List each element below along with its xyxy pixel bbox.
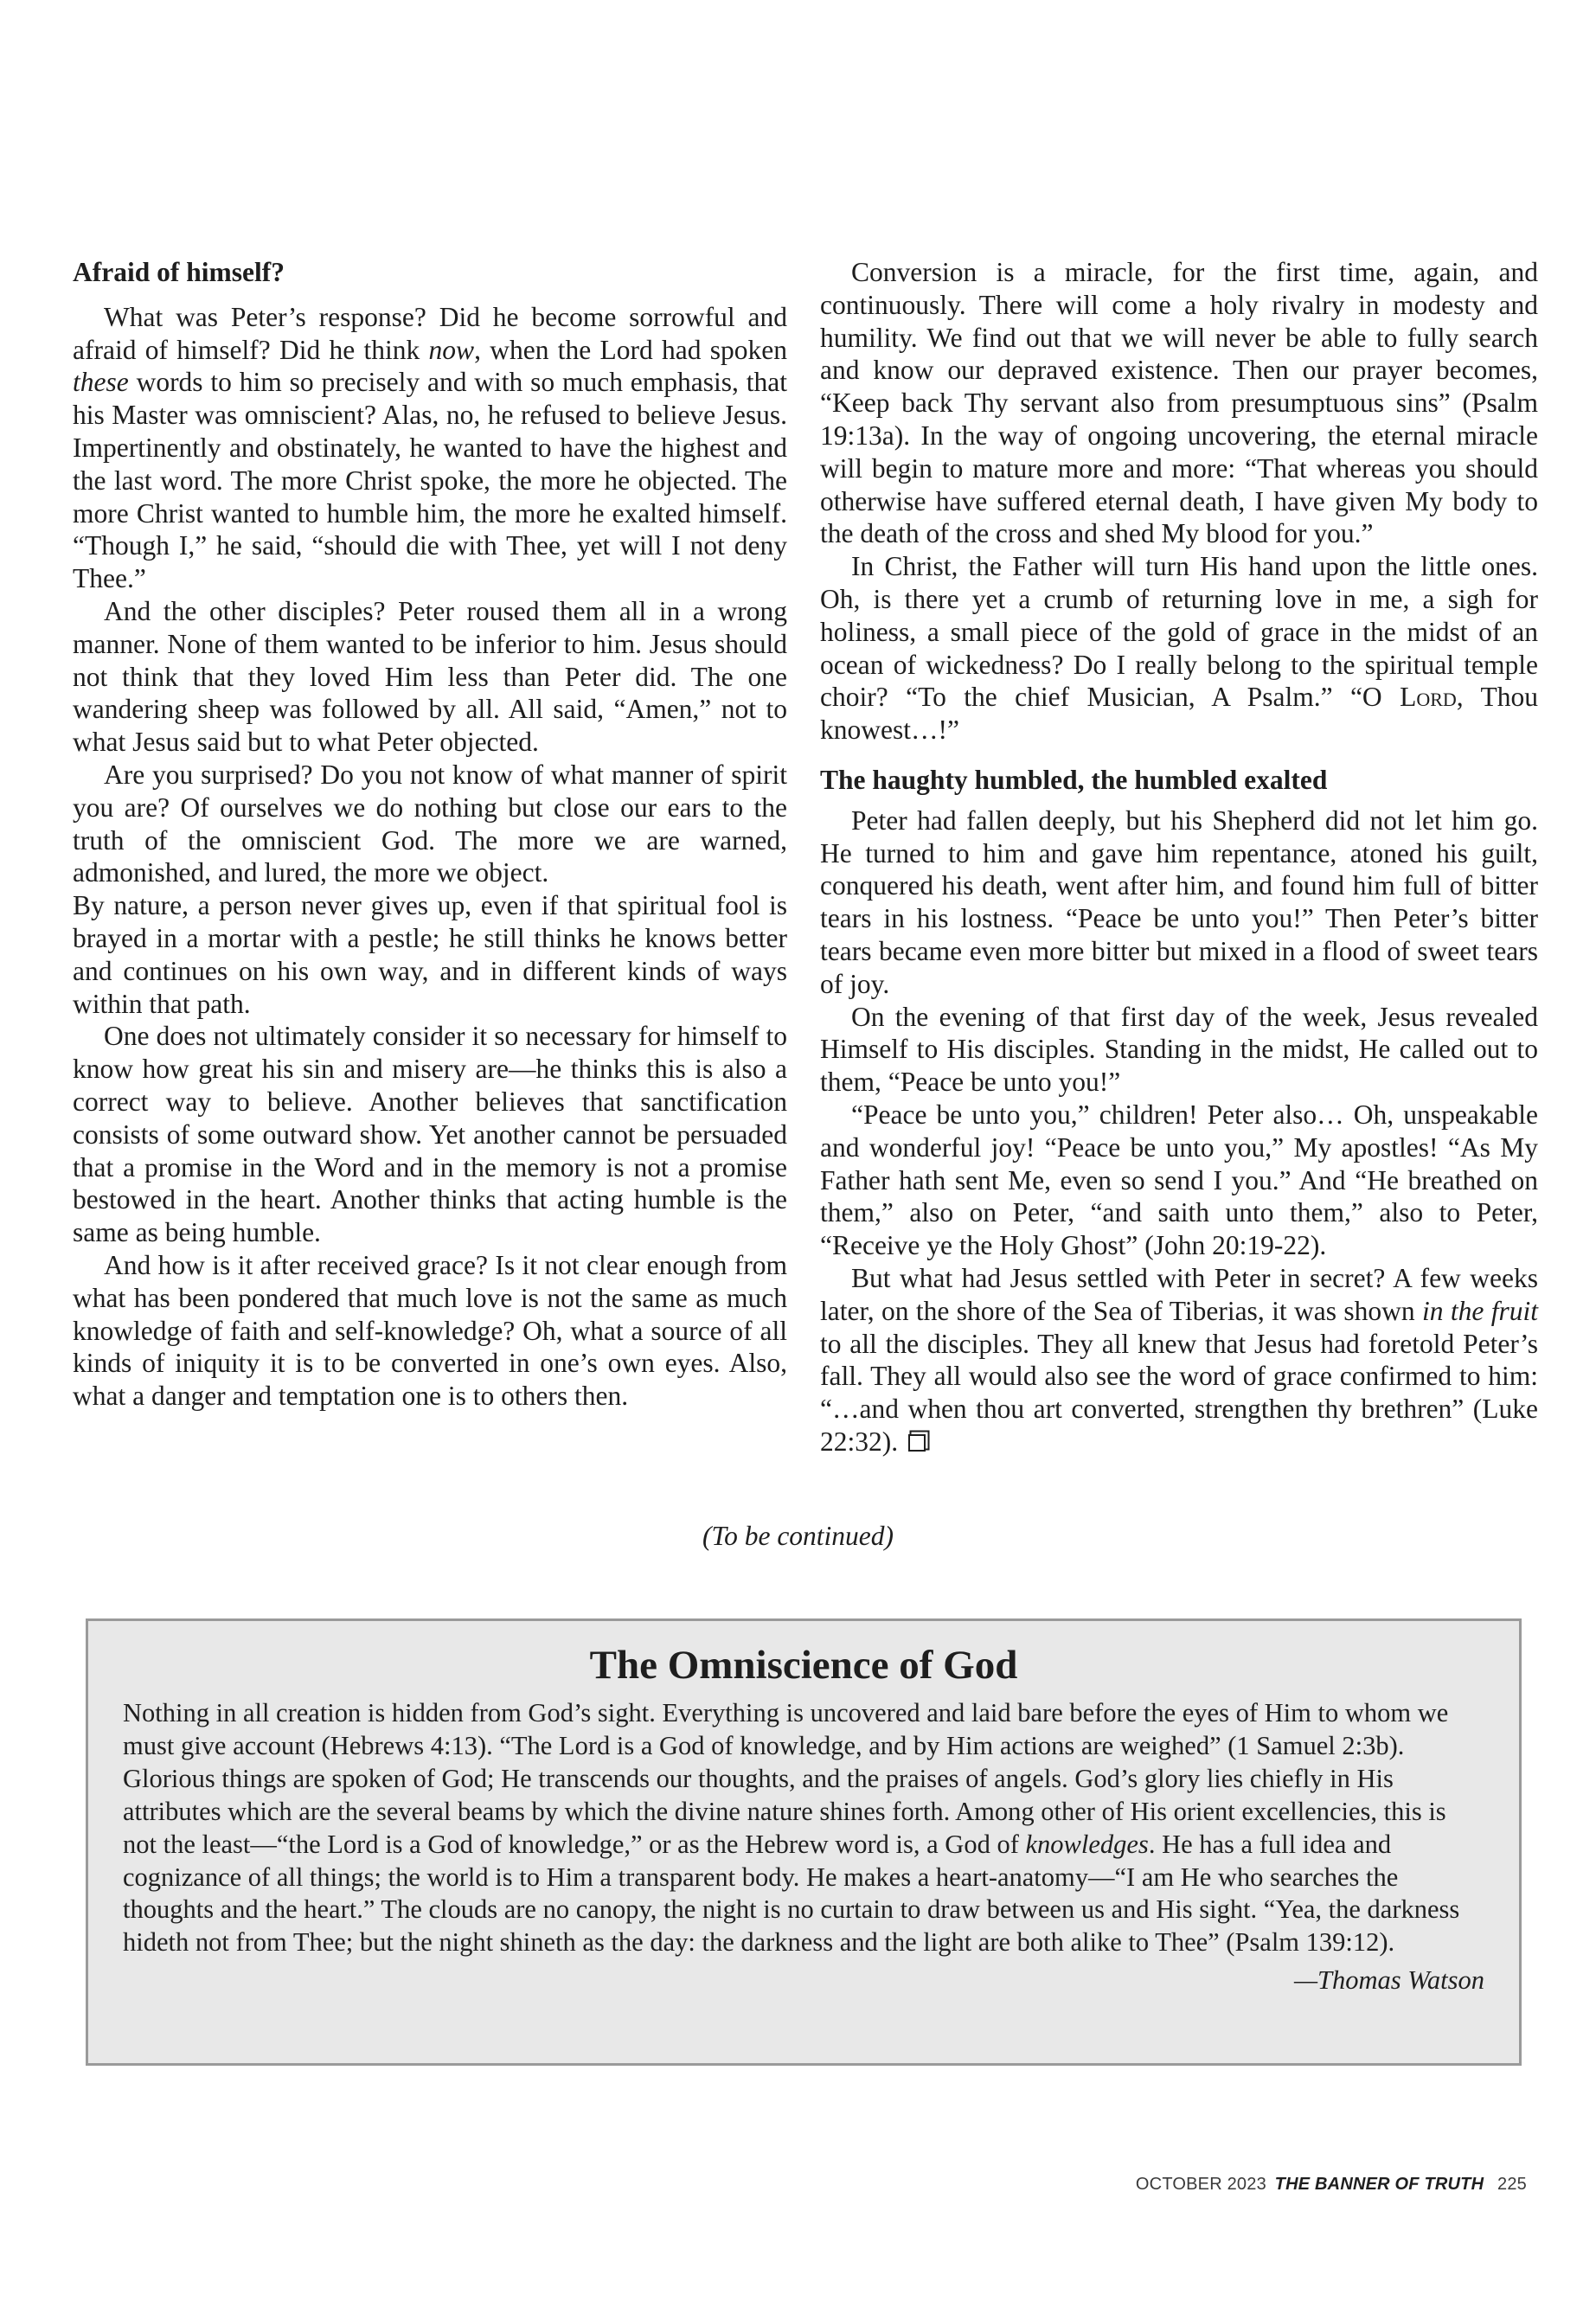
paragraph: Peter had fallen deeply, but his Shepherd did not let him go. He turned to him and gave him repentance, atoned his guilt, conquered his death, went after him, and found him full of bitter tears in his lostness. “Peace be unto you!” Then Peter’s bitter tears became even more bitter but mixed in a flood of sweet tears of joy. [820,804,1538,999]
emphasis: now [428,334,475,365]
page-number: 225 [1497,2175,1527,2194]
paragraph: On the evening of that first day of the week, Jesus revealed Himself to His disciples. Standing in the midst, He called out to them, “Peace be unto you!” [820,1001,1538,1098]
footer-publication: THE BANNER OF TRUTH [1274,2175,1484,2194]
to-be-continued-note: (To be continued) [702,1521,894,1551]
paragraph: What was Peter’s response? Did he become sorrowful and afraid of himself? Did he think now, when the Lord had spoken these words to him so precisely and with so much emphasis, that his Master was omniscient? Alas, no, he refused to believe Jesus. Impertinently and obstinately, he wanted to have the highest and the last word. The more Christ spoke, the more he objected. The more Christ wanted to humble him, the more he exalted himself. “Though I,” he said, “should die with Thee, yet will I not deny Thee.” [73,301,787,594]
paragraph: One does not ultimately consider it so necessary for himself to know how great his sin and misery are—he thinks this is also a correct way to believe. Another believes that sanctification consists of some outward show. Yet another cannot be persuaded that a promise in the Word and in the memory is not a promise bestowed in the heart. Another thinks that acting humble is the same as being humble. [73,1021,787,1248]
section-heading-haughty-humbled: The haughty humbled, the humbled exalted [820,764,1328,795]
sidebar-title: The Omniscience of God [589,1643,1018,1688]
small-caps-lord: Lord [1400,682,1457,713]
sidebar-box [86,1618,1522,2066]
paragraph: Are you surprised? Do you not know of what manner of spirit you are? Of ourselves we do nothing but close our ears to the truth of the omniscient God. The more we are warned, admonished, and lured, the more we object. [73,759,787,888]
right-column [820,256,1538,1458]
footer-date: OCTOBER 2023 [1135,2175,1266,2194]
left-column [73,256,787,1413]
paragraph: And how is it after received grace? Is it not clear enough from what has been pondered that much love is not the same as much knowledge of faith and self-knowledge? Oh, what a source of all kinds of iniquity it is to be converted in one’s own eyes. Also, what a danger and temptation one is to others then. [73,1249,787,1412]
paragraph: Conversion is a miracle, for the first time, again, and continuously. There will come a holy rivalry in modesty and humility. We find out that we will never be able to fully search and know our depraved existence. Then our prayer becomes, “Keep back Thy servant also from presumptuous sins” (Psalm 19:13a). In the way of ongoing uncovering, the eternal miracle will begin to mature more and more: “That whereas you should otherwise have suffered eternal death, I have given My body to the death of the cross and shed My blood for you.” [820,257,1538,549]
paragraph: By nature, a person never gives up, even if that spiritual fool is brayed in a mortar with a pestle; he still thinks he knows better and continues on his own way, and in different kinds of ways within that path. [73,890,787,1019]
emphasis: in the fruit [1421,1295,1538,1326]
section-heading-afraid: Afraid of himself? [73,257,285,287]
end-of-article-icon [908,1434,926,1452]
paragraph: And the other disciples? Peter roused them all in a wrong manner. None of them wanted to be inferior to him. Jesus should not think that they loved Him less than Peter did. The one wandering sheep was followed by all. All said, “Amen,” not to what Jesus said but to what Peter objected. [73,595,787,758]
paragraph: But what had Jesus settled with Peter in secret? A few weeks later, on the shore of the Sea of Tiberias, it was shown in the fruit to all the disciples. They all knew that Jesus had foretold Peter’s fall. They all would also see the word of grace confirmed to him: “…and when thou art converted, strengthen thy brethren” (Luke 22:32). [820,1262,1538,1457]
page-footer [1136,2175,1527,2195]
paragraph: “Peace be unto you,” children! Peter also… Oh, unspeakable and wonderful joy! “Peace be unto you,” My apostles! “As My Father hath sent Me, even so send I you.” And “He breathed on them,” also on Peter, “and saith unto them,” also to Peter, “Receive ye the Holy Ghost” (John 20:19-22). [820,1099,1538,1261]
emphasis: knowledges [1025,1829,1149,1859]
paragraph: In Christ, the Father will turn His hand upon the little ones. Oh, is there yet a crumb of returning love in me, a sigh for holiness, a small piece of the gold of grace in the midst of an ocean of wickedness? Do I really belong to the spiritual temple choir? “To the chief Musician, A Psalm.” “O Lord, Thou knowest…!” [820,551,1538,746]
emphasis: these [73,367,129,398]
sidebar-text: Nothing in all creation is hidden from God’s sight. Everything is uncovered and laid bare before the eyes of Him to whom we must give account (Hebrews 4:13). “The Lord is a God of knowledge, and by Him actions are weighed” (1 Samuel 2:3b). Glorious things are spoken of God; He transcends our thoughts, and the praises of angels. God’s glory lies chiefly in His attributes which are the several beams by which the divine nature shines forth. Among other of His orient excellencies, this is not the least—“the Lord is a God of knowledge,” or as the Hebrew word is, a God of knowledges. He has a full idea and cognizance of all things; the world is to Him a transparent body. He makes a heart-anatomy—“I am He who searches the thoughts and the heart.” The clouds are no canopy, the night is no curtain to draw between us and His sight. “Yea, the darkness hideth not from Thee; but the night shineth as the day: the darkness and the light are both alike to Thee” (Psalm 139:12). [123,1698,1460,1958]
sidebar-attribution: —Thomas Watson [1293,1965,1484,1996]
